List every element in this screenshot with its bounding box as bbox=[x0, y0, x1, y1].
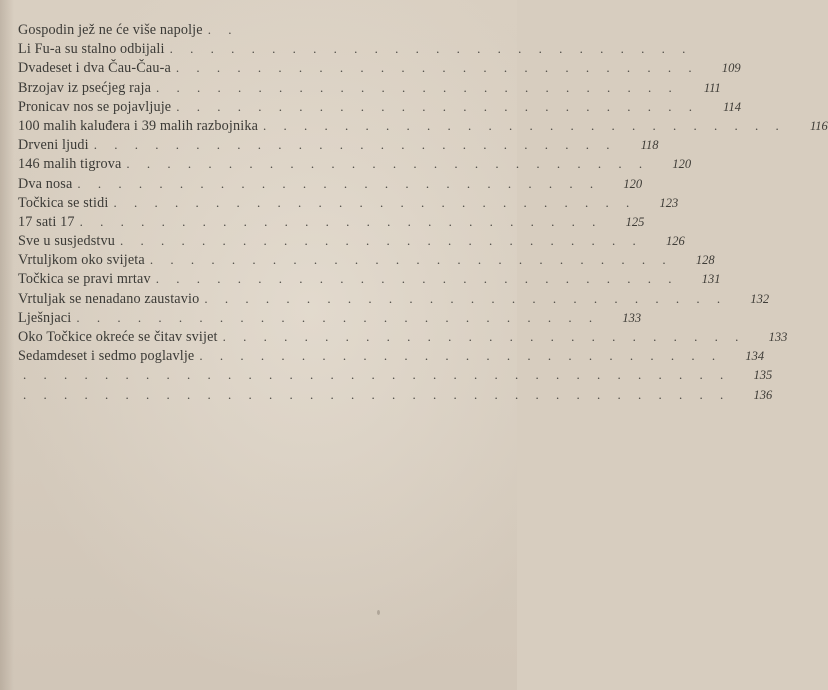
toc-leader-dots: . . . . . . . . . . . . . . . . . . . . . . . . . . bbox=[93, 137, 617, 153]
toc-leader-dots: . . . . . . . . . . . . . . . . . . . . . . . . . . bbox=[175, 60, 699, 76]
toc-entry-title: Lješnjaci bbox=[18, 309, 72, 326]
toc-leader-dots: . . . . . . . . . . . . . . . . . . . . . . . . . . bbox=[149, 252, 673, 268]
toc-leader-dots: . . . . . . . . . . . . . . . . . . . . . . . . . . bbox=[79, 213, 603, 229]
toc-entry bbox=[18, 78, 721, 97]
toc-entry bbox=[18, 58, 741, 77]
toc-entry-page: 135 bbox=[753, 368, 773, 383]
toc-entry-title: 146 malih tigrova bbox=[18, 156, 122, 173]
toc-entry-page: 120 bbox=[672, 157, 692, 172]
toc-entry bbox=[18, 20, 478, 39]
toc-entry bbox=[18, 174, 643, 193]
toc-entry-page: 133 bbox=[768, 330, 788, 344]
toc-leader-dots: . . . . . . . . . . . . . . . . . . . . . . . . . . bbox=[169, 41, 693, 57]
toc-entry bbox=[18, 308, 642, 327]
toc-entry-page: 120 bbox=[623, 176, 643, 191]
toc-entry-page: 125 bbox=[625, 214, 645, 229]
toc-entry-title: Drveni ljudi bbox=[18, 137, 89, 154]
toc-entry bbox=[18, 97, 741, 116]
toc-leader-dots: . . . . . . . . . . . . . . . . . . . . . . . . . . bbox=[156, 79, 679, 95]
toc-leader-dots: . . . . . . . . . . . . . . . . . . . . . . . . . . bbox=[204, 290, 728, 306]
toc-leader-dots: . . . . . . . . . . . . . . . . . . . . . . . . . . bbox=[155, 271, 679, 287]
toc-entry-page: 123 bbox=[659, 195, 679, 210]
toc-entry bbox=[18, 346, 765, 365]
toc-entry bbox=[18, 39, 693, 58]
toc-entry-title: Sedamdeset i sedmo poglavlje bbox=[18, 348, 195, 365]
page-edge-shadow bbox=[0, 0, 14, 690]
toc-entry-page: 132 bbox=[750, 291, 770, 306]
toc-leader-dots: . . . . . . . . . . . . . . . . . . . . . . . . . . . . . . . . . . . bbox=[23, 367, 731, 383]
toc-leader-dots: . . . . . . . . . . . . . . . . . . . . . . . . . . bbox=[76, 309, 600, 325]
toc-entry-title: Sve u susjedstvu bbox=[18, 233, 115, 250]
toc-entry-title: Gospodin jež ne će više napolje bbox=[18, 22, 203, 38]
toc-entry-title: Vrtuljkom oko svijeta bbox=[18, 252, 145, 269]
toc-entry-title: Oko Točkice okreće se čitav svijet bbox=[18, 329, 218, 345]
toc-entry-page: 131 bbox=[701, 272, 721, 287]
toc-entry-page: 116 bbox=[809, 118, 828, 133]
toc-entry-title: Dva nosa bbox=[18, 175, 73, 192]
toc-leader-dots: . . . . . . . . . . . . . . . . . . . . . . . . . . bbox=[222, 329, 746, 344]
paper-speck bbox=[377, 610, 380, 615]
toc-leader-dots: . . . . . . . . . . . . . . . . . . . . . . . . . . bbox=[263, 117, 786, 133]
toc-entry-page: 114 bbox=[723, 99, 741, 114]
toc-entry-title: Dvadeset i dva Čau-Čau-a bbox=[18, 60, 171, 77]
toc-entry-page: 109 bbox=[721, 61, 741, 76]
toc-entry-page: 134 bbox=[745, 349, 765, 364]
toc-entry-title: 100 malih kaluđera i 39 malih razbojnika bbox=[18, 117, 259, 134]
toc-leader-dots: . . . . . . . . . . . . . . . . . . . . . . . . . . bbox=[77, 175, 601, 191]
toc-leader-dots: . . . . . . . . . . . . . . . . . . . . . . . . . . bbox=[120, 233, 643, 249]
toc-leader-dots: . . . . . . . . . . . . . . . . . . . . . . . . . . bbox=[113, 194, 637, 210]
toc-leader-dots: . . . . . . . . . . . . . . . . . . . . . . . . . . bbox=[199, 348, 723, 364]
toc-entry bbox=[18, 250, 715, 269]
toc-entry bbox=[18, 365, 773, 384]
toc-leader-dots: . . . . . . . . . . . . . . . . . . . . . . . . . . bbox=[126, 156, 650, 172]
toc-entry bbox=[18, 154, 692, 173]
toc-entry-page: 118 bbox=[640, 138, 659, 153]
toc-entry-title: Točkica se stidi bbox=[18, 194, 109, 211]
toc-entry bbox=[18, 231, 685, 250]
toc-leader-dots: . . bbox=[207, 22, 239, 37]
toc-entry-title: Pronicav nos se pojavljuje bbox=[18, 98, 172, 115]
toc-entry-page: 133 bbox=[622, 310, 642, 325]
table-of-contents bbox=[18, 20, 828, 404]
toc-entry-title: Točkica se pravi mrtav bbox=[18, 271, 151, 288]
toc-entry-page: 128 bbox=[695, 253, 715, 268]
toc-entry-title: Vrtuljak se nenadano zaustavio bbox=[18, 290, 200, 307]
toc-leader-dots: . . . . . . . . . . . . . . . . . . . . . . . . . . bbox=[176, 98, 699, 114]
toc-leader-dots: . . . . . . . . . . . . . . . . . . . . . . . . . . . . . . . . . . . bbox=[23, 386, 731, 402]
toc-entry-page: 111 bbox=[703, 80, 721, 95]
toc-entry bbox=[18, 385, 773, 404]
toc-entry-page: 136 bbox=[753, 387, 773, 402]
toc-entry-page: 126 bbox=[666, 234, 685, 249]
toc-entry bbox=[18, 212, 645, 231]
toc-entry-title: Li Fu-a su stalno odbijali bbox=[18, 41, 165, 58]
toc-entry bbox=[18, 116, 828, 135]
toc-entry bbox=[18, 327, 788, 346]
toc-entry bbox=[18, 135, 659, 154]
toc-entry-title: Brzojav iz psećjeg raja bbox=[18, 79, 152, 96]
toc-entry bbox=[18, 193, 679, 212]
toc-entry-title: 17 sati 17 bbox=[18, 213, 75, 230]
toc-entry bbox=[18, 289, 770, 308]
toc-entry bbox=[18, 269, 721, 288]
